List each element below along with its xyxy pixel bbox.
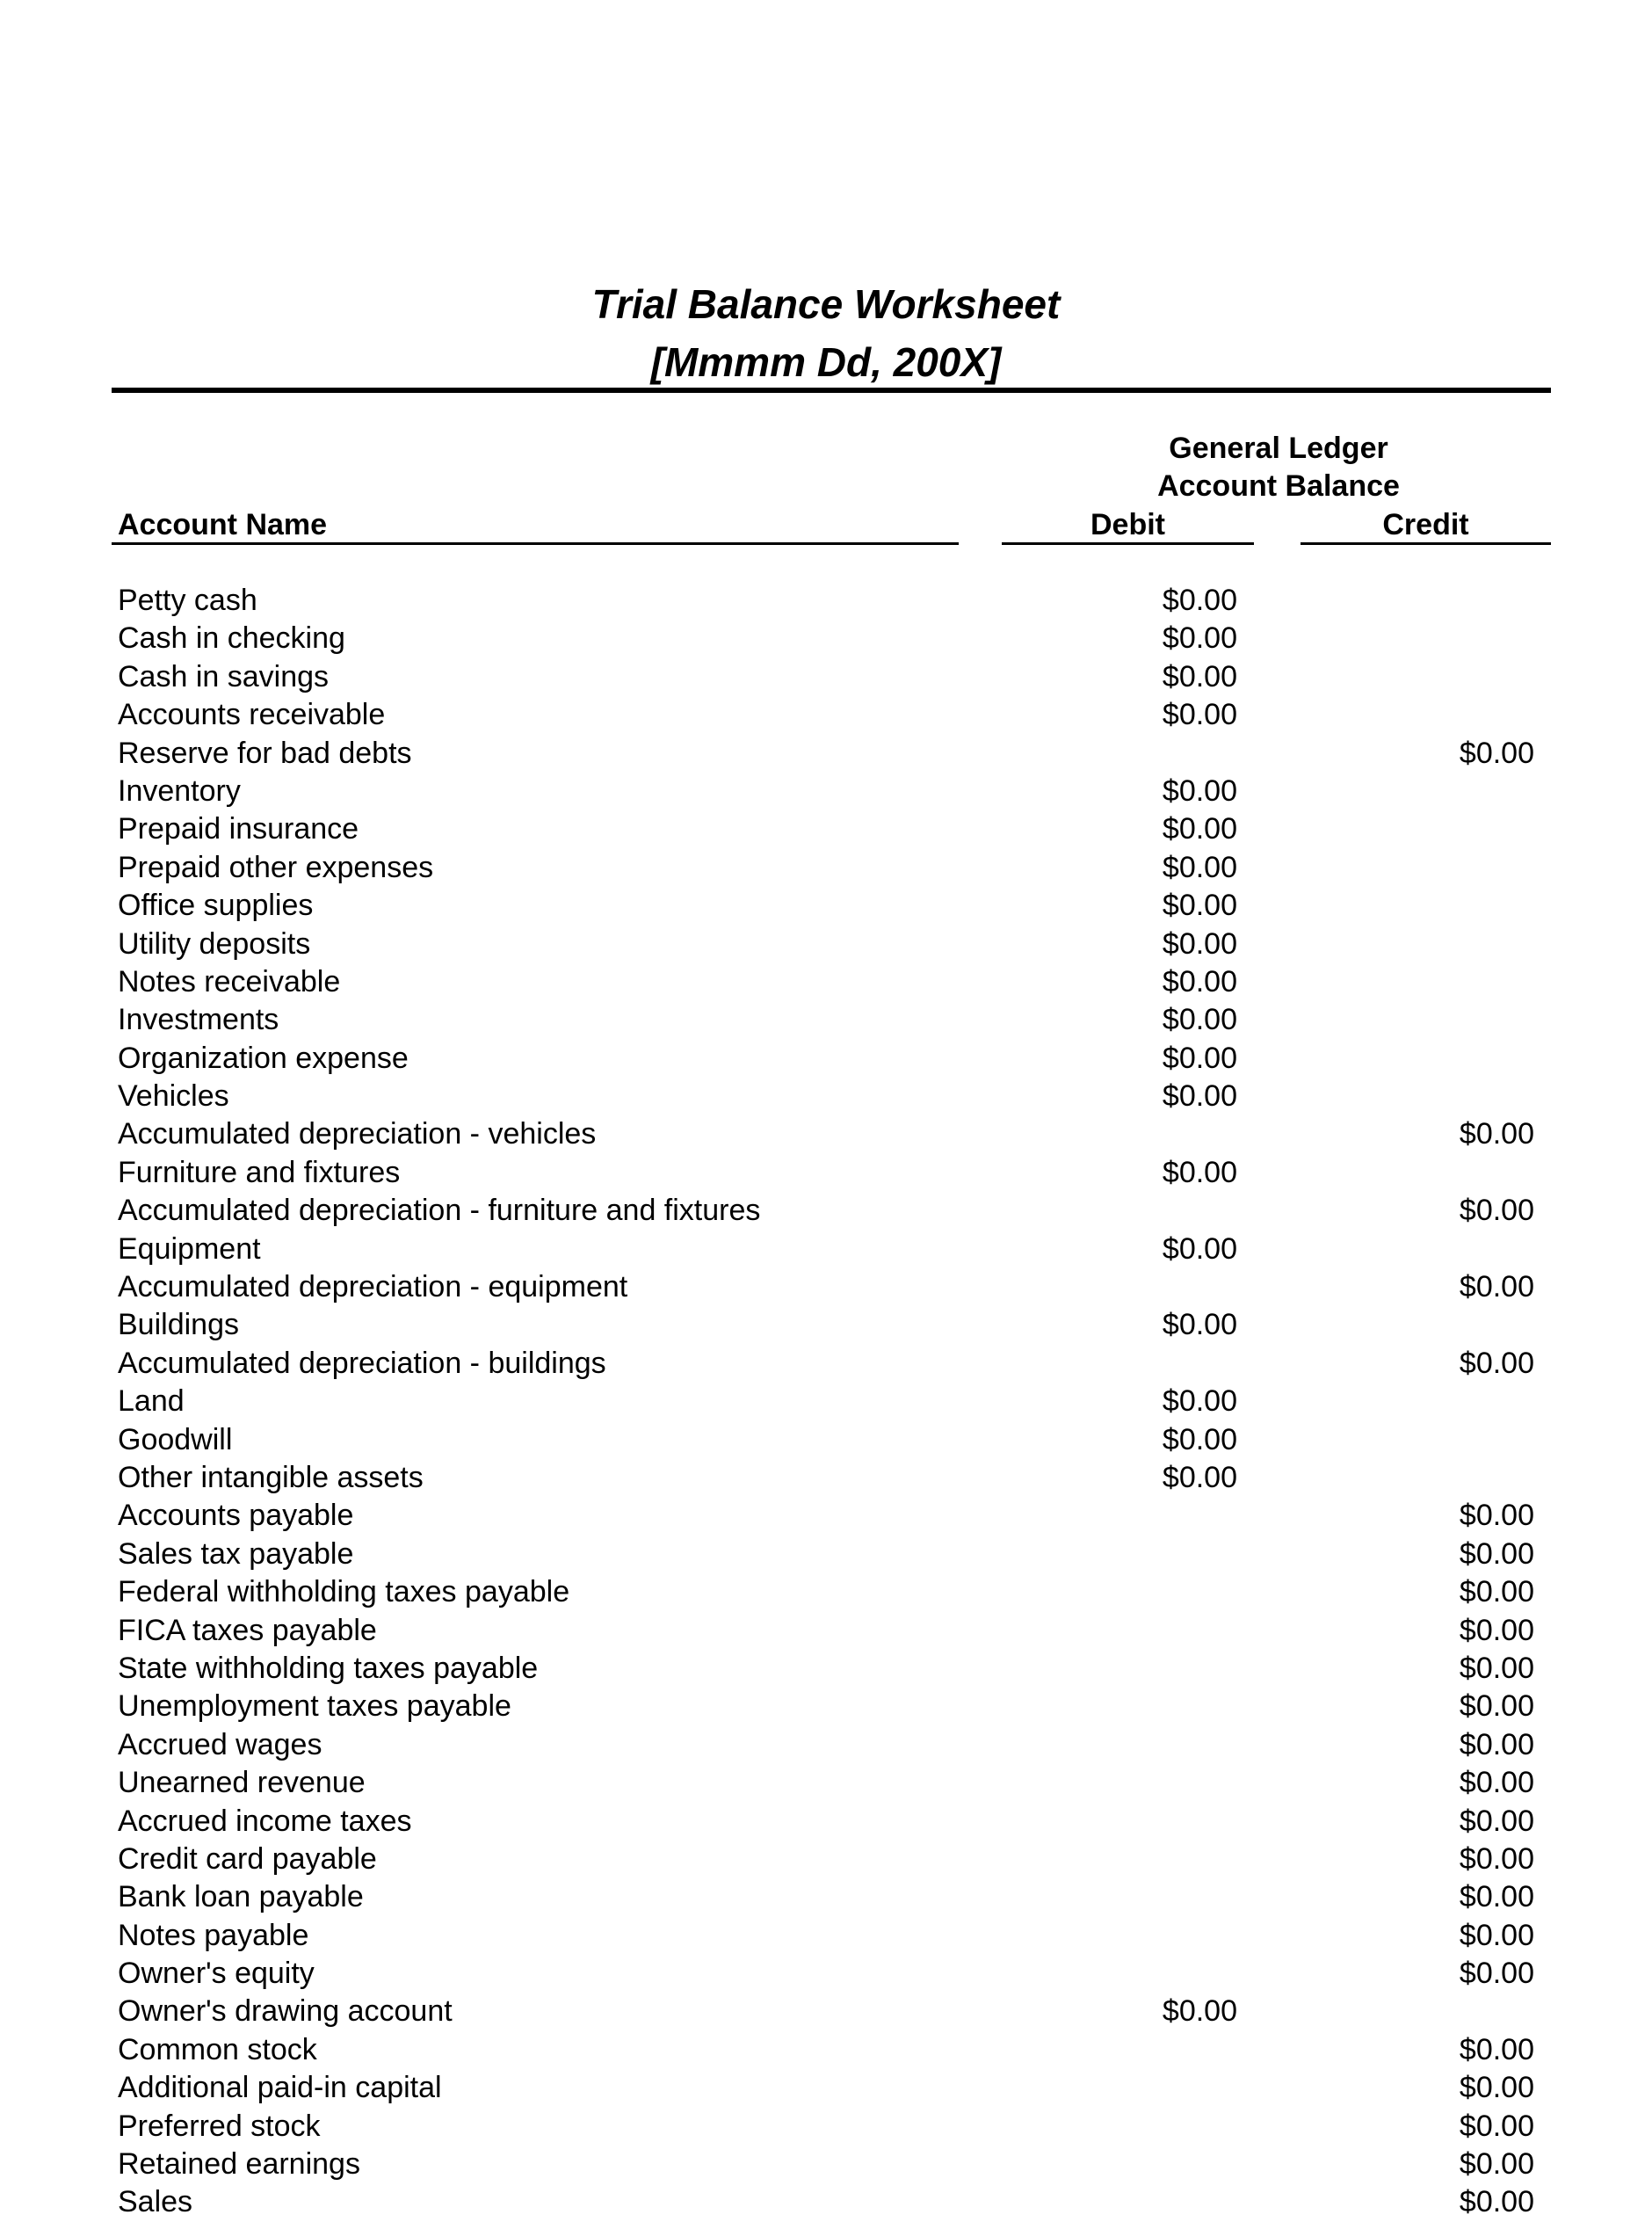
- debit-amount: $0.00: [1162, 812, 1237, 846]
- account-name: Accrued income taxes: [118, 1804, 412, 1838]
- account-row: [0, 773, 1616, 810]
- credit-amount: $0.00: [1459, 736, 1534, 770]
- account-name: Other intangible assets: [118, 1460, 424, 1494]
- account-name: Reserve for bad debts: [118, 736, 412, 770]
- account-row: [0, 1993, 1616, 2030]
- account-row: [0, 2183, 1616, 2221]
- account-name: Land: [118, 1384, 185, 1419]
- credit-amount: $0.00: [1459, 1804, 1534, 1838]
- account-row: [0, 1955, 1616, 1993]
- credit-amount: $0.00: [1459, 2109, 1534, 2143]
- credit-amount: $0.00: [1459, 1689, 1534, 1724]
- account-name-underline: [112, 542, 959, 545]
- debit-amount: $0.00: [1162, 773, 1237, 808]
- account-row: [0, 2108, 1616, 2146]
- account-row: [0, 887, 1616, 925]
- debit-amount: $0.00: [1162, 889, 1237, 923]
- header-debit: Debit: [1090, 508, 1165, 541]
- account-row: [0, 696, 1616, 734]
- account-row: [0, 1878, 1616, 1916]
- account-row: [0, 658, 1616, 696]
- credit-amount: $0.00: [1459, 2071, 1534, 2105]
- account-name: Sales: [118, 2185, 193, 2219]
- debit-amount: $0.00: [1162, 1041, 1237, 1075]
- account-name: Accumulated depreciation - equipment: [118, 1270, 628, 1304]
- credit-amount: $0.00: [1459, 1575, 1534, 1609]
- account-row: [0, 1383, 1616, 1420]
- debit-amount: $0.00: [1162, 1079, 1237, 1114]
- account-name: Accounts receivable: [118, 698, 386, 732]
- credit-amount: $0.00: [1459, 1613, 1534, 1647]
- account-row: [0, 1421, 1616, 1459]
- debit-amount: $0.00: [1162, 1308, 1237, 1342]
- debit-amount: $0.00: [1162, 621, 1237, 656]
- credit-amount: $0.00: [1459, 2032, 1534, 2066]
- debit-underline: [1002, 542, 1254, 545]
- header-account-name: Account Name: [118, 508, 328, 541]
- account-row: [0, 1345, 1616, 1383]
- account-name: Accumulated depreciation - furniture and fixtures: [118, 1194, 761, 1228]
- account-name: Accumulated depreciation - buildings: [118, 1346, 606, 1380]
- account-name: Accrued wages: [118, 1727, 322, 1761]
- account-name: Bank loan payable: [118, 1880, 364, 1914]
- account-name: Equipment: [118, 1231, 261, 1266]
- credit-amount: $0.00: [1459, 1957, 1534, 1991]
- account-name: Prepaid other expenses: [118, 850, 434, 884]
- account-row: [0, 1497, 1616, 1535]
- account-name: Investments: [118, 1003, 279, 1037]
- credit-amount: $0.00: [1459, 1651, 1534, 1685]
- account-row: [0, 1154, 1616, 1192]
- account-row: [0, 1268, 1616, 1306]
- debit-amount: $0.00: [1162, 1460, 1237, 1494]
- account-row: [0, 1803, 1616, 1841]
- header-general-ledger: General Ledger: [1169, 432, 1388, 465]
- account-row: [0, 1612, 1616, 1650]
- account-name: Accounts payable: [118, 1499, 354, 1533]
- account-row: [0, 2069, 1616, 2107]
- account-name: Retained earnings: [118, 2147, 360, 2182]
- account-row: [0, 1764, 1616, 1802]
- account-name: Inventory: [118, 773, 241, 808]
- debit-amount: $0.00: [1162, 850, 1237, 884]
- account-row: [0, 1917, 1616, 1955]
- debit-amount: $0.00: [1162, 584, 1237, 617]
- page-title: Trial Balance Worksheet: [591, 281, 1061, 327]
- account-row: [0, 1650, 1616, 1688]
- debit-amount: $0.00: [1162, 1003, 1237, 1037]
- account-name: Unemployment taxes payable: [118, 1689, 511, 1724]
- debit-amount: $0.00: [1162, 1384, 1237, 1419]
- debit-amount: $0.00: [1162, 1155, 1237, 1189]
- account-row: [0, 849, 1616, 887]
- account-row: [0, 1536, 1616, 1573]
- account-row: [0, 926, 1616, 963]
- debit-amount: $0.00: [1162, 698, 1237, 732]
- account-name: Organization expense: [118, 1041, 409, 1075]
- credit-amount: $0.00: [1459, 1880, 1534, 1914]
- account-name: Office supplies: [118, 889, 314, 923]
- debit-amount: $0.00: [1162, 1231, 1237, 1266]
- account-row: [0, 1231, 1616, 1268]
- account-row: [0, 963, 1616, 1001]
- account-name: Petty cash: [118, 584, 257, 617]
- account-list: [0, 582, 1616, 2222]
- date-placeholder: [Mmmm Dd, 200X]: [650, 339, 1002, 385]
- account-name: Notes receivable: [118, 964, 341, 998]
- account-row: [0, 1115, 1616, 1153]
- account-row: [0, 1459, 1616, 1497]
- header-credit: Credit: [1382, 508, 1469, 541]
- account-name: Utility deposits: [118, 926, 311, 961]
- account-name: Cash in savings: [118, 659, 330, 693]
- debit-amount: $0.00: [1162, 659, 1237, 693]
- credit-amount: $0.00: [1459, 1766, 1534, 1800]
- account-name: Preferred stock: [118, 2109, 321, 2143]
- credit-amount: $0.00: [1459, 2147, 1534, 2182]
- account-name: Vehicles: [118, 1079, 229, 1114]
- credit-amount: $0.00: [1459, 1117, 1534, 1151]
- debit-amount: $0.00: [1162, 1994, 1237, 2029]
- account-row: [0, 1001, 1616, 1039]
- account-name: Prepaid insurance: [118, 812, 359, 846]
- account-name: Sales tax payable: [118, 1536, 354, 1571]
- account-row: [0, 735, 1616, 773]
- account-name: Owner's equity: [118, 1957, 315, 1991]
- credit-amount: $0.00: [1459, 2185, 1534, 2219]
- account-row: [0, 1192, 1616, 1230]
- account-row: [0, 2031, 1616, 2069]
- account-name: Goodwill: [118, 1422, 233, 1456]
- credit-amount: $0.00: [1459, 1346, 1534, 1380]
- debit-amount: $0.00: [1162, 1422, 1237, 1456]
- account-row: [0, 1078, 1616, 1115]
- account-name: State withholding taxes payable: [118, 1651, 539, 1685]
- account-row: [0, 1573, 1616, 1611]
- credit-amount: $0.00: [1459, 1536, 1534, 1571]
- header-account-balance: Account Balance: [1157, 469, 1400, 503]
- account-name: Common stock: [118, 2032, 317, 2066]
- account-name: Accumulated depreciation - vehicles: [118, 1117, 597, 1151]
- account-name: Owner's drawing account: [118, 1994, 453, 2029]
- account-row: [0, 1040, 1616, 1078]
- account-row: [0, 2146, 1616, 2183]
- credit-amount: $0.00: [1459, 1499, 1534, 1533]
- debit-amount: $0.00: [1162, 964, 1237, 998]
- credit-amount: $0.00: [1459, 1841, 1534, 1876]
- credit-underline: [1301, 542, 1551, 545]
- credit-amount: $0.00: [1459, 1194, 1534, 1228]
- account-row: [0, 582, 1616, 620]
- account-name: Notes payable: [118, 1918, 309, 1952]
- account-name: Buildings: [118, 1308, 239, 1342]
- account-name: Furniture and fixtures: [118, 1155, 401, 1189]
- account-row: [0, 810, 1616, 848]
- account-name: Credit card payable: [118, 1841, 377, 1876]
- account-row: [0, 1688, 1616, 1725]
- account-row: [0, 1306, 1616, 1344]
- account-name: Federal withholding taxes payable: [118, 1575, 570, 1609]
- title-divider: [112, 388, 1551, 393]
- credit-amount: $0.00: [1459, 1270, 1534, 1304]
- account-row: [0, 620, 1616, 657]
- account-row: [0, 1726, 1616, 1764]
- account-row: [0, 1841, 1616, 1878]
- account-name: FICA taxes payable: [118, 1613, 377, 1647]
- account-name: Additional paid-in capital: [118, 2071, 442, 2105]
- account-name: Cash in checking: [118, 621, 345, 656]
- account-name: Unearned revenue: [118, 1766, 366, 1800]
- credit-amount: $0.00: [1459, 1727, 1534, 1761]
- debit-amount: $0.00: [1162, 926, 1237, 961]
- credit-amount: $0.00: [1459, 1918, 1534, 1952]
